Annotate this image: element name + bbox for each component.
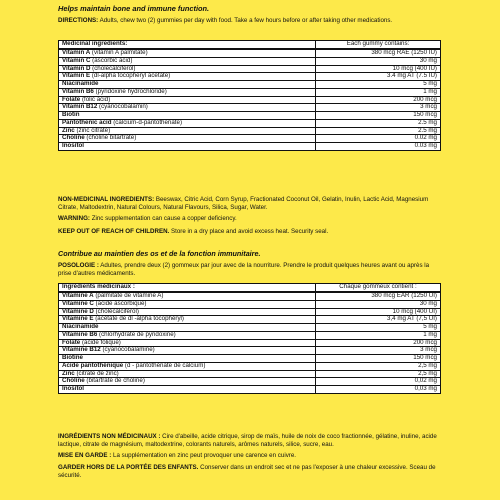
table-header-row [59,284,441,293]
ingredient-cell [59,339,316,347]
keep-text: Store in a dry place and avoid excess heat. Security seal. [169,228,329,235]
table-row [59,104,441,112]
warning-paragraph [58,452,443,460]
header-amount: Each gummy contains: [316,41,441,50]
table-row [59,355,441,363]
keep-en [58,228,443,236]
warning-en [58,215,443,223]
ingredient-name: Vitamin A [62,49,91,56]
nonmed-paragraph [58,196,443,211]
medicinal-table-fr-wrap [58,283,443,394]
table-row [59,324,441,332]
ingredient-amount: 1 mg [316,331,441,339]
ingredient-amount: 30 mg [316,300,441,308]
ingredient-cell [59,331,316,339]
ingredient-name: Folate [62,96,81,103]
nonmed-paragraph [58,433,443,448]
ingredient-source: (palmitate de vitamine A) [93,292,164,299]
directions-text: Adultes, prendre deux (2) gommeux par jour avec de la nourriture. Prendre le produit quelques heures avant ou après la prise d'autres médicaments. [58,262,430,277]
ingredient-source: (cholecalciferol) [90,65,136,72]
ingredient-cell [59,292,316,300]
medicinal-ingredients-table [58,283,441,394]
ingredient-name: Pantothenic acid [62,119,112,126]
ingredient-cell [59,127,316,135]
ingredient-cell [59,73,316,81]
ingredient-cell [59,355,316,363]
directions-label: DIRECTIONS: [58,17,99,24]
ingredient-source: (choline bitartrate) [84,134,137,142]
ingredient-name: Inositol [62,385,84,392]
ingredient-name: Vitamine C [62,300,94,307]
table-row [59,378,441,386]
supplement-label [58,0,443,500]
ingredient-source: (cholécalciférol) [93,308,139,315]
ingredient-cell [59,112,316,120]
ingredient-source: (acétate de dl -alpha tocophéryl) [93,315,184,323]
nonmed-label: INGRÉDIENTS NON MÉDICINAUX : [58,433,161,440]
nonmed-text: Cire d'abeille, acide citrique, sirop de maïs, huile de noix de coco fractionnée, gélatine, inuline, acide lactique, citrate de magnésium, maltodextrine, colorants naturels, arômes naturels, silice, sucre, eau. [58,433,437,448]
table-row [59,300,441,308]
ingredient-name: Vitamine B12 [62,346,101,354]
nonmed-en [58,196,443,211]
table-row [59,347,441,355]
ingredient-amount: 150 mcg [316,355,441,363]
table-row [59,135,441,143]
ingredient-cell [59,96,316,104]
table-row [59,88,441,96]
ingredient-name: Vitamin B6 [62,88,94,95]
ingredient-source: (dl-alpha tocopheryl acetate) [90,72,171,80]
ingredient-cell [59,104,316,112]
ingredient-name: Inositol [62,142,84,149]
header-amount: Chaque gommeux contient : [316,284,441,293]
table-row [59,96,441,104]
ingredient-amount: 380 mcg RAE (1250 IU) [316,49,441,57]
ingredient-amount: 10 mcg (400 IU) [316,65,441,73]
table-header-row [59,41,441,50]
ingredient-amount: 1 mg [316,88,441,96]
ingredient-name: Biotin [62,111,80,118]
ingredient-name: Vitamin C [62,57,91,64]
ingredient-amount: 3,4 mg AT (7,5 UI) [316,316,441,324]
warning-text: La supplémentation en zinc peut provoquer une carence en cuivre. [111,452,297,459]
directions-paragraph [58,17,443,25]
medicinal-ingredients-table [58,40,441,151]
ingredient-cell [59,57,316,65]
ingredient-source: (folic acid) [80,96,111,103]
ingredient-source: (cyanocobalamine) [100,346,155,354]
table-row [59,81,441,89]
table-row [59,127,441,135]
medicinal-table-en-wrap [58,40,443,151]
nonmed-label: NON-MEDICINAL INGREDIENTS: [58,196,155,203]
ingredient-amount: 200 mcg [316,96,441,104]
ingredient-amount: 0.03 mg [316,143,441,151]
directions-en [58,17,443,25]
nonmed-fr [58,433,443,448]
ingredient-cell [59,65,316,73]
ingredient-amount: 5 mg [316,324,441,332]
ingredient-name: Vitamin D [62,65,91,72]
ingredient-source: (acide folique) [80,339,121,346]
headline: Helps maintain bone and immune function. [58,4,210,13]
ingredient-source: (d - pantothénate de calcium) [123,362,206,369]
keep-fr [58,464,443,479]
table-row [59,49,441,57]
ingredient-cell [59,81,316,89]
table-row [59,73,441,81]
ingredient-amount: 3.4 mg AT (7.5 IU) [316,73,441,81]
table-row [59,339,441,347]
ingredient-name: Biotine [62,354,83,361]
ingredient-name: Vitamin E [62,72,91,80]
ingredient-cell [59,324,316,332]
ingredient-cell [59,300,316,308]
ingredient-cell [59,386,316,394]
ingredient-cell [59,308,316,316]
ingredient-amount: 30 mg [316,57,441,65]
header-ingredient: Medicinal ingredients: [59,41,316,50]
ingredient-source: (calcium-d-pantothenate) [111,119,183,126]
ingredient-amount: 3 mcg [316,347,441,355]
warning-label: WARNING: [58,215,90,222]
directions-label: POSOLOGIE : [58,262,99,269]
table-row [59,65,441,73]
ingredient-name: Vitamin B12 [62,103,98,111]
ingredient-source: (acide ascorbique) [93,300,147,307]
warning-label: MISE EN GARDE : [58,452,112,459]
ingredient-cell [59,119,316,127]
table-row [59,362,441,370]
ingredient-amount: 3 mcg [316,104,441,112]
ingredient-name: Vitamine B6 [62,331,98,338]
ingredient-source: (vitamin A palmitate) [90,49,148,56]
warning-paragraph [58,215,443,223]
ingredient-amount: 380 mcg EAR (1250 UI) [316,292,441,300]
ingredient-amount: 5 mg [316,81,441,89]
directions-paragraph [58,262,443,277]
ingredient-amount: 0.02 mg [316,135,441,143]
warning-text: Zinc supplementation can cause a copper deficiency. [89,215,237,222]
ingredient-amount: 150 mcg [316,112,441,120]
ingredient-cell [59,49,316,57]
table-row [59,308,441,316]
ingredient-cell [59,316,316,324]
ingredient-name: Acide pantothénique [62,362,124,369]
ingredient-cell [59,378,316,386]
ingredient-cell [59,88,316,96]
table-row [59,57,441,65]
ingredient-amount: 2.5 mg [316,127,441,135]
ingredient-name: Zinc [62,127,75,134]
ingredient-source: (zinc citrate) [74,127,111,134]
table-row [59,386,441,394]
nonmed-text: Beeswax, Citric Acid, Corn Syrup, Fractionated Coconut Oil, Gelatin, Inulin, Lactic Acid, Magnesium Citrate, Maltodextrin, Natural Colours, Natural Flavours, Silica, Sugar, Water. [58,196,429,211]
ingredient-amount: 200 mcg [316,339,441,347]
ingredient-source: (cyanocobalamin) [97,103,148,111]
ingredient-amount: 10 mcg (400 UI) [316,308,441,316]
table-row [59,112,441,120]
ingredient-name: Niacinamide [62,323,99,330]
header-ingredient: Ingrédients médicinaux : [59,284,316,293]
ingredient-name: Niacinamide [62,80,99,87]
ingredient-source: (ascorbic acid) [90,57,133,64]
ingredient-amount: 0,03 mg [316,386,441,394]
ingredient-amount: 2,5 mg [316,362,441,370]
ingredient-source: (chlorhydrate de pyridoxine) [97,331,176,338]
keep-paragraph [58,228,443,236]
ingredient-amount: 0,02 mg [316,378,441,386]
ingredient-cell [59,135,316,143]
ingredient-name: Choline [62,377,85,385]
keep-paragraph [58,464,443,479]
ingredient-name: Folate [62,339,81,346]
warning-fr [58,452,443,460]
ingredient-cell [59,143,316,151]
ingredient-name: Vitamine A [62,292,94,299]
headline: Contribue au maintien des os et de la fonction immunitaire. [58,249,261,258]
ingredient-source: (citrate de zinc) [74,370,119,377]
table-row [59,143,441,151]
keep-label: GARDER HORS DE LA PORTÉE DES ENFANTS. [58,464,199,471]
headline-fr [58,249,443,258]
table-row [59,370,441,378]
ingredient-name: Vitamine D [62,308,94,315]
ingredient-amount: 2.5 mg [316,119,441,127]
ingredient-cell [59,347,316,355]
table-row [59,292,441,300]
ingredient-source: (bitartrate de choline) [84,377,145,385]
table-row [59,331,441,339]
ingredient-cell [59,362,316,370]
ingredient-source: (pyridoxine hydrochloride) [93,88,167,95]
headline-en [58,4,443,13]
keep-label: KEEP OUT OF REACH OF CHILDREN. [58,228,170,235]
table-row [59,316,441,324]
directions-fr [58,262,443,277]
directions-text: Adults, chew two (2) gummies per day with food. Take a few hours before or after taking other medications. [98,17,393,24]
ingredient-amount: 2,5 mg [316,370,441,378]
keep-text: Conserver dans un endroit sec et ne pas l'exposer à une chaleur excessive. Sceau de sécurité. [58,464,436,479]
ingredient-name: Vitamine E [62,315,94,323]
ingredient-cell [59,370,316,378]
ingredient-name: Choline [62,134,85,142]
ingredient-name: Zinc [62,370,75,377]
table-row [59,119,441,127]
